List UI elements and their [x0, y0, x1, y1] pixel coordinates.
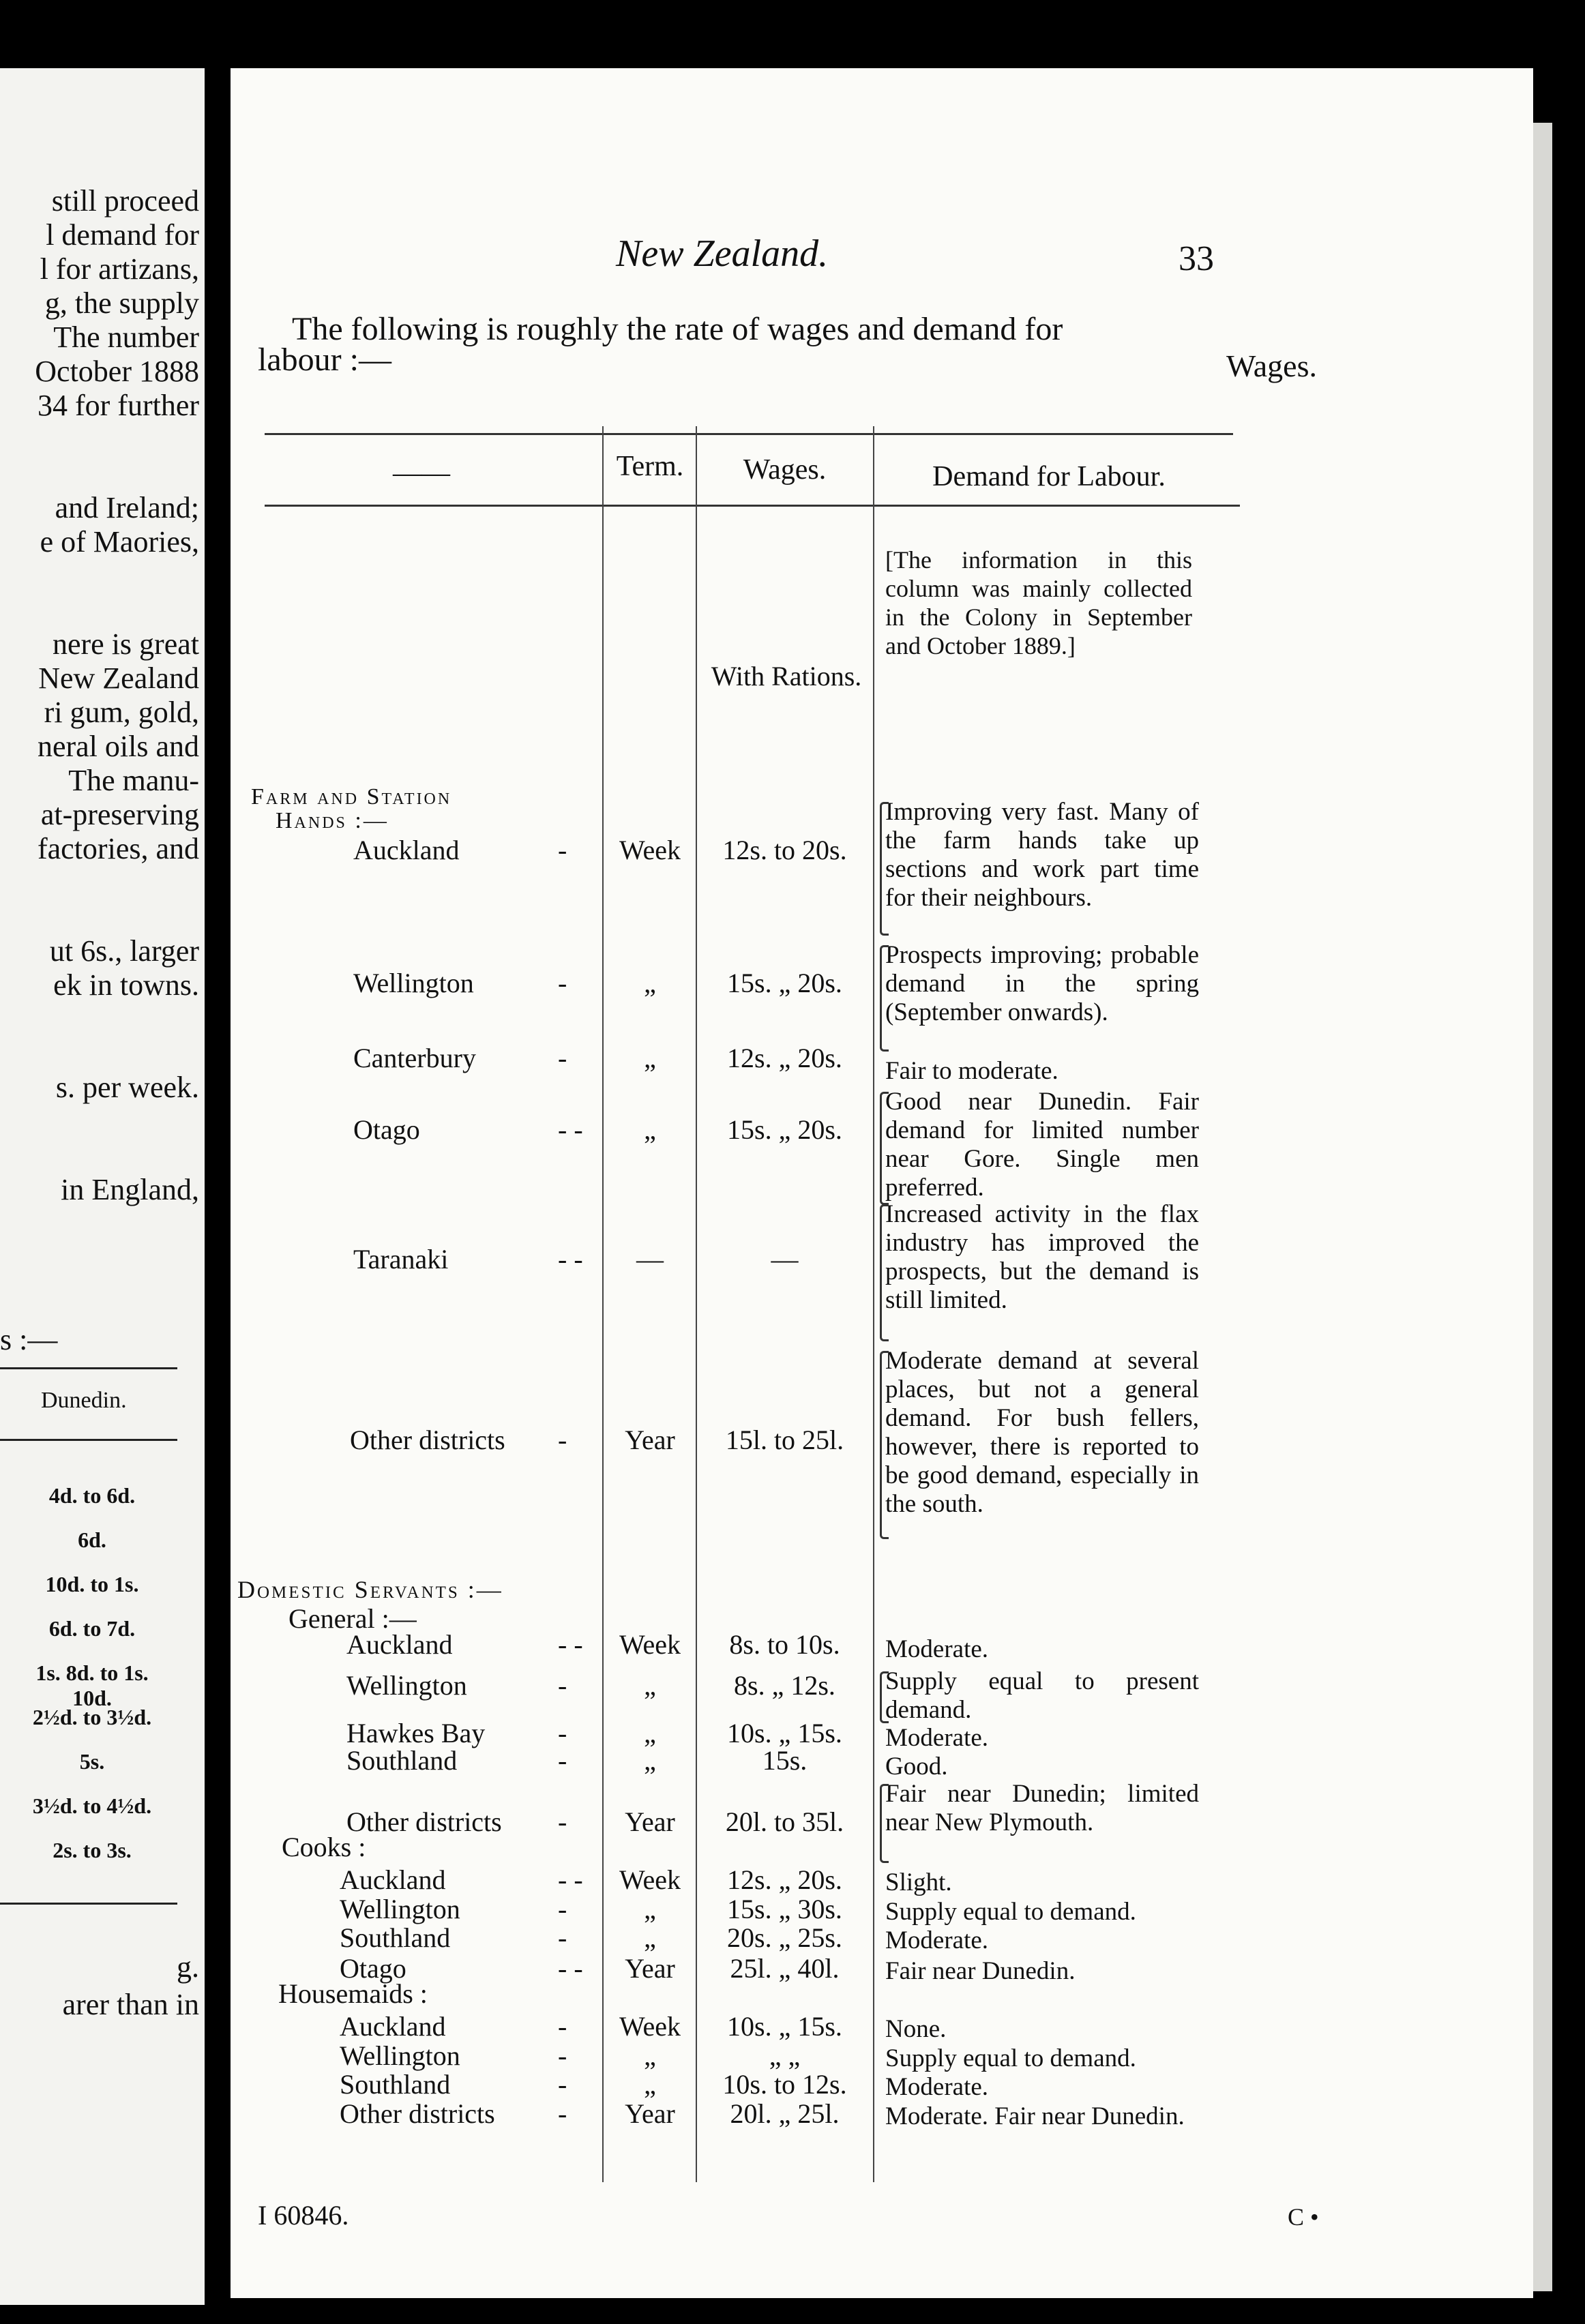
row-wages: —	[771, 1244, 799, 1275]
row-demand: Fair near Dunedin.	[885, 1957, 1076, 1985]
left-page-line: g, the supply	[44, 286, 199, 320]
row-wages: 20l. to 35l.	[725, 1806, 844, 1837]
row-demand: Supply equal to demand.	[885, 1898, 1136, 1926]
left-page-line: ut 6s., larger	[49, 934, 199, 968]
row-wages: 20l. „ 25l.	[730, 2098, 840, 2129]
left-table-cell: 2½d. to 3½d.	[32, 1705, 152, 1729]
left-table-rule	[0, 1367, 177, 1369]
row-term: —	[636, 1244, 664, 1275]
left-page-line: g.	[177, 1950, 199, 1984]
row-dots: - -	[558, 1953, 583, 1984]
left-page-line: ri gum, gold,	[44, 696, 199, 729]
row-place: Wellington	[346, 1670, 467, 1701]
row-demand: Moderate demand at several places, but not a general demand. For bush fellers, however, there is reported to be good demand, especially in the south.	[885, 1347, 1199, 1518]
row-place: Otago	[353, 1114, 420, 1145]
left-page-line: in England,	[61, 1173, 199, 1206]
row-term: „	[644, 2040, 656, 2071]
row-term: Week	[619, 1864, 681, 1895]
page-edge	[1533, 123, 1552, 2291]
left-page-line: and Ireland;	[55, 491, 199, 524]
row-place: Southland	[346, 1745, 458, 1776]
row-place: Wellington	[340, 2040, 460, 2071]
row-term: Year	[625, 1806, 675, 1837]
left-page-line: The number	[53, 321, 199, 354]
row-brace	[880, 1671, 889, 1723]
row-wages: 12s. „ 20s.	[727, 1864, 842, 1895]
row-wages: 12s. „ 20s.	[727, 1043, 842, 1073]
row-place: Other districts	[350, 1425, 505, 1455]
page-gutter	[205, 0, 229, 2324]
row-dots: -	[558, 2098, 567, 2129]
col-divider-wages	[696, 426, 697, 2182]
signature-letter: C •	[1288, 2203, 1319, 2231]
row-wages: 10s. „ 15s.	[727, 2011, 842, 2042]
left-table-rule	[0, 1439, 177, 1441]
row-wages: 15l. to 25l.	[725, 1425, 844, 1455]
row-brace	[880, 1092, 889, 1205]
row-dots: -	[558, 1922, 567, 1953]
row-demand: Moderate.	[885, 1926, 989, 1954]
with-rations-label: With Rations.	[711, 661, 862, 691]
header-wages: Wages.	[743, 454, 827, 486]
left-table-cell: 6d.	[78, 1528, 106, 1552]
row-term: „	[644, 1114, 656, 1145]
row-demand: Moderate.	[885, 2073, 989, 2101]
row-demand: Increased activity in the flax industry has improved the prospects, but the demand is still limited.	[885, 1200, 1199, 1314]
cooks-subheading: Cooks :	[282, 1832, 366, 1862]
row-demand: Fair near Dunedin; limited near New Plymouth.	[885, 1780, 1199, 1836]
row-demand: Moderate.	[885, 1635, 989, 1663]
left-col-heading: Dunedin.	[41, 1388, 127, 1413]
row-dots: - -	[558, 1629, 583, 1660]
row-dots: - -	[558, 1244, 583, 1275]
row-demand: Good.	[885, 1753, 948, 1781]
row-dots: -	[558, 1745, 567, 1776]
row-place: Hawkes Bay	[346, 1718, 486, 1748]
row-demand: Supply equal to demand.	[885, 2044, 1136, 2072]
farm-section-heading-2: Hands :—	[276, 808, 389, 833]
row-demand: Prospects improving; probable demand in the spring (September onwards).	[885, 941, 1199, 1026]
row-place: Southland	[340, 2069, 451, 2100]
row-wages: 25l. „ 40l.	[730, 1953, 840, 1984]
left-table-cell: 2s. to 3s.	[53, 1838, 132, 1862]
row-demand: Moderate.	[885, 1724, 989, 1752]
row-place: Other districts	[346, 1806, 502, 1837]
left-page-line: nere is great	[53, 627, 199, 661]
row-demand: Supply equal to present demand.	[885, 1667, 1199, 1724]
row-wages: 15s.	[762, 1745, 808, 1776]
row-term: „	[644, 1718, 656, 1748]
left-table-cell: 5s.	[79, 1749, 105, 1774]
left-table-rule	[0, 1903, 177, 1905]
left-table-cell: 6d. to 7d.	[48, 1616, 136, 1641]
row-brace	[880, 1784, 889, 1863]
left-page-line: factories, and	[38, 832, 199, 865]
row-dots: -	[558, 1718, 567, 1748]
row-dots: -	[558, 1425, 567, 1455]
header-term: Term.	[616, 451, 684, 482]
page-title: New Zealand.	[616, 233, 829, 275]
row-place: Taranaki	[353, 1244, 449, 1275]
housemaids-subheading: Housemaids :	[278, 1978, 428, 2009]
row-demand: Moderate. Fair near Dunedin.	[885, 2102, 1185, 2130]
row-wages: 15s. „ 20s.	[727, 968, 842, 998]
row-dots: -	[558, 968, 567, 998]
left-table-tail: s :—	[0, 1323, 58, 1356]
row-wages: 10s. „ 15s.	[727, 1718, 842, 1748]
row-term: „	[644, 1043, 656, 1073]
row-term: Week	[619, 1629, 681, 1660]
row-place: Southland	[340, 1922, 451, 1953]
row-place: Wellington	[340, 1894, 460, 1924]
row-brace	[880, 1204, 889, 1341]
row-wages: 8s. „ 12s.	[734, 1670, 835, 1701]
row-brace	[880, 1351, 889, 1539]
info-note: [The information in this column was mainly collected in the Colony in September and October 1889.]	[885, 546, 1192, 659]
domestic-section-heading: Domestic Servants :—	[237, 1576, 503, 1603]
left-page-line: New Zealand	[38, 661, 199, 695]
left-page-fragment	[0, 68, 205, 2305]
row-term: „	[644, 1922, 656, 1953]
row-place: Otago	[340, 1953, 406, 1984]
row-place: Wellington	[353, 968, 474, 998]
row-place: Auckland	[353, 835, 460, 865]
row-dots: -	[558, 1806, 567, 1837]
table-header-rule	[265, 505, 1240, 507]
row-wages: „ „	[769, 2040, 801, 2071]
left-page-line: ek in towns.	[53, 968, 199, 1002]
row-wages: 15s. „ 20s.	[727, 1114, 842, 1145]
row-dots: -	[558, 1894, 567, 1924]
left-table-cell: 10d. to 1s.	[45, 1572, 139, 1596]
left-page-line: The manu-	[68, 764, 199, 797]
row-dots: -	[558, 2040, 567, 2071]
page-number: 33	[1179, 239, 1214, 278]
farm-section-heading: Farm and Station	[251, 784, 452, 809]
left-page-line: s. per week.	[55, 1071, 199, 1104]
left-page-line: neral oils and	[37, 730, 199, 763]
row-demand: None.	[885, 2015, 947, 2043]
left-table-cell: 4d. to 6d.	[48, 1483, 136, 1508]
row-dots: - -	[558, 1114, 583, 1145]
left-page-line: October 1888	[35, 355, 199, 388]
left-page-line: e of Maories,	[40, 525, 199, 558]
row-place: Other districts	[340, 2098, 495, 2129]
row-brace	[880, 802, 889, 936]
row-wages: 15s. „ 30s.	[727, 1894, 842, 1924]
row-dots: -	[558, 1043, 567, 1073]
row-dots: -	[558, 2011, 567, 2042]
left-page-line: still proceed	[51, 184, 199, 218]
general-subheading: General :—	[288, 1603, 417, 1634]
left-page-line: at-preserving	[40, 798, 199, 831]
left-page-line: l demand for	[46, 218, 199, 252]
row-demand: Fair to moderate.	[885, 1057, 1058, 1085]
row-wages: 8s. to 10s.	[729, 1629, 840, 1660]
row-dots: -	[558, 1670, 567, 1701]
intro-line-2: labour :—	[258, 342, 391, 378]
row-term: Year	[625, 1425, 675, 1455]
col-divider-term	[602, 426, 604, 2182]
row-brace	[880, 945, 889, 1052]
row-dots: -	[558, 835, 567, 865]
header-blank: ——	[393, 458, 450, 489]
left-page-line: l for artizans,	[40, 252, 199, 286]
row-place: Auckland	[340, 1864, 446, 1895]
row-term: Year	[625, 1953, 675, 1984]
row-term: Week	[619, 2011, 681, 2042]
main-page	[231, 68, 1533, 2298]
row-wages: 10s. to 12s.	[722, 2069, 847, 2100]
row-dots: - -	[558, 1864, 583, 1895]
row-wages: 20s. „ 25s.	[727, 1922, 842, 1953]
margin-note: Wages.	[1226, 348, 1317, 383]
row-dots: -	[558, 2069, 567, 2100]
header-demand: Demand for Labour.	[932, 461, 1166, 492]
table-top-rule	[265, 433, 1233, 435]
intro-line-1: The following is roughly the rate of wages and demand for	[292, 311, 1063, 347]
row-demand: Good near Dunedin. Fair demand for limited number near Gore. Single men preferred.	[885, 1088, 1199, 1202]
row-wages: 12s. to 20s.	[722, 835, 847, 865]
row-demand: Improving very fast. Many of the farm hands take up sections and work part time for their neighbours.	[885, 798, 1199, 912]
row-term: Year	[625, 2098, 675, 2129]
row-term: „	[644, 968, 656, 998]
left-table-cell: 3½d. to 4½d.	[32, 1793, 152, 1818]
row-term: „	[644, 2069, 656, 2100]
row-demand: Slight.	[885, 1868, 952, 1896]
row-term: „	[644, 1745, 656, 1776]
left-table-cell: 1s. 8d. to 1s. 10d.	[35, 1660, 149, 1710]
row-place: Auckland	[340, 2011, 446, 2042]
row-term: Week	[619, 835, 681, 865]
row-place: Canterbury	[353, 1043, 476, 1073]
row-term: „	[644, 1894, 656, 1924]
row-place: Auckland	[346, 1629, 453, 1660]
left-page-line: 34 for further	[37, 389, 199, 422]
col-divider-demand	[873, 426, 874, 2182]
row-term: „	[644, 1670, 656, 1701]
left-page-line: arer than in	[62, 1988, 199, 2021]
signature-mark: I 60846.	[258, 2200, 349, 2231]
